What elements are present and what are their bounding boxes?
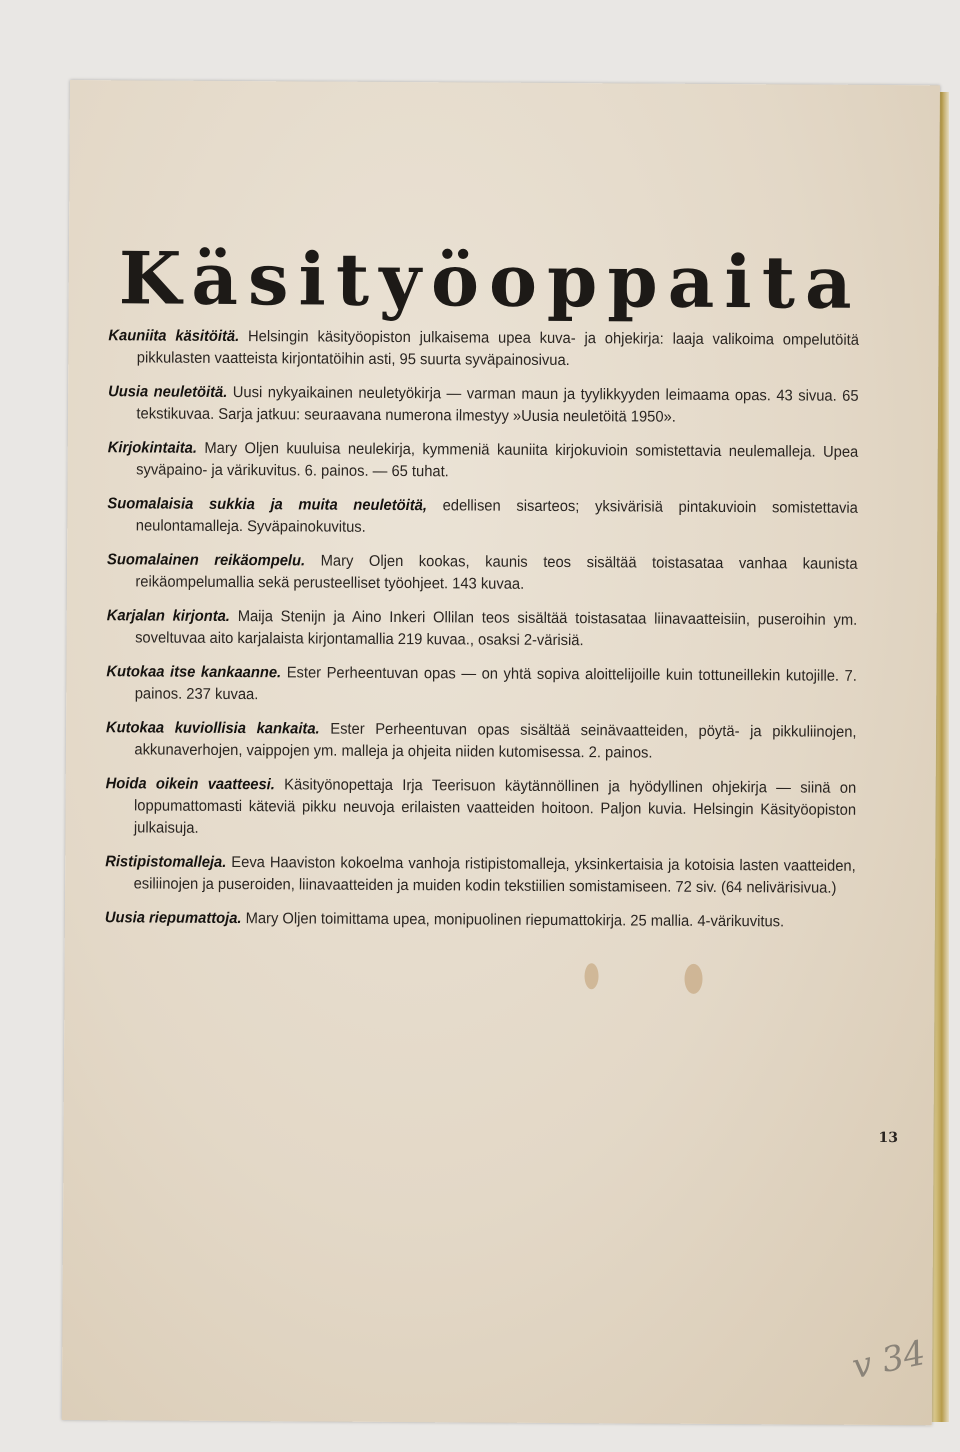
book-list [105,325,899,946]
book-entry [107,605,858,654]
book-description: Uusi nykyaikainen neuletyökirja — varman maun ja tyylikkyyden leimaama opas. 43 sivua. 65 tekstikuvaa. Sarja jatkuu: seuraavana numerona ilmestyy »Uusia neuletöitä 1950». [136,384,859,426]
stain [584,963,598,989]
book-title: Kauniita käsitöitä. [108,327,240,346]
stain [684,964,702,994]
book-entry [108,437,859,486]
book-title: Kutokaa itse kankaanne. [106,663,282,682]
book-page [62,80,940,1425]
book-entry [107,549,858,598]
page-number: 13 [878,1129,899,1147]
page-title: Käsityöoppaita [118,235,862,325]
book-title: Suomalaisia sukkia ja muita neuletöitä, [107,495,427,515]
book-entry [105,907,856,934]
book-description: Mary Oljen toimittama upea, monipuolinen riepumattokirja. 25 mallia. 4-värikuvitus. [245,910,785,931]
book-title: Karjalan kirjonta. [106,607,230,625]
book-entry [108,381,859,430]
book-title: Uusia neuletöitä. [108,383,228,401]
book-description: edellisen sisarteos; yksivärisiä pintakuvioin somistettavia neulontamalleja. Syväpainokuvitus. [135,497,858,536]
book-entry [106,661,857,710]
book-entry [107,493,858,542]
book-title: Ristipistomalleja. [105,853,227,871]
book-description: Maija Stenijn ja Aino Inkeri Ollilan teos sisältää toistasataa liinavaatteisiin, puseroihin ym. soveltuvaa aito karjalaista kirjontamallia 219 kuvaa., osaksi 2-värisiä. [135,608,858,650]
book-title: Kirjokintaita. [107,439,198,457]
book-description: Käsityönopettaja Irja Teerisuon käytännöllinen ja hyödyllinen ohjekirja — siinä on loppumattomasti käteviä pikku neuvoja erilaisten vaatteiden hoitoon. Paljon kuvia. Helsingin Käsityöopiston julkaisuja. [133,776,857,837]
book-entry [105,851,856,900]
book-description: Eeva Haaviston kokoelma vanhoja ristipistomalleja, yksinkertaisia ja kotoisia lasten vaatteiden, esiliinojen ja puseroiden, liinavaatteiden ja muiden kodin tekstiilien somistamiseen. 72 siv. (64 nelivärisivua.) [133,854,856,897]
book-description: Helsingin käsityöopiston julkaisema upea kuva- ja ohjekirja: laaja valikoima ompelutöitä pikkulasten vaatteista kirjontatöihin asti, 95 suurta syväpainosivua. [136,328,859,370]
handwritten-note: v 34 [848,1333,929,1388]
book-title: Suomalainen reikäompelu. [107,551,306,570]
book-entry [106,717,857,766]
book-description: Mary Oljen kuuluisa neulekirja, kymmeniä kauniita kirjokuvioin somistettavia neulemalleja. Upea syväpaino- ja värikuvitus. 6. painos. — 65 tuhat. [136,439,859,481]
book-entry [108,325,859,374]
book-title: Hoida oikein vaatteesi. [105,775,275,794]
book-description: Mary Oljen kookas, kaunis teos sisältää toistasataa vanhaa kaunista reikäompelumallia sekä perusteelliset työohjeet. 143 kuvaa. [135,552,858,593]
book-description: Ester Perheentuvan opas sisältää seinävaatteiden, pöytä- ja pikkuliinojen, akkunaverhojen, vaippojen ym. malleja ja ohjeita niiden kutomisessa. 2. painos. [134,720,857,762]
book-title: Kutokaa kuviollisia kankaita. [105,719,320,738]
book-entry [105,773,856,844]
book-description: Ester Perheentuvan opas — on yhtä sopiva aloittelijoille kuin tottuneillekin kutojille. 7. painos. 237 kuvaa. [134,664,857,704]
book-title: Uusia riepumattoja. [104,909,242,928]
